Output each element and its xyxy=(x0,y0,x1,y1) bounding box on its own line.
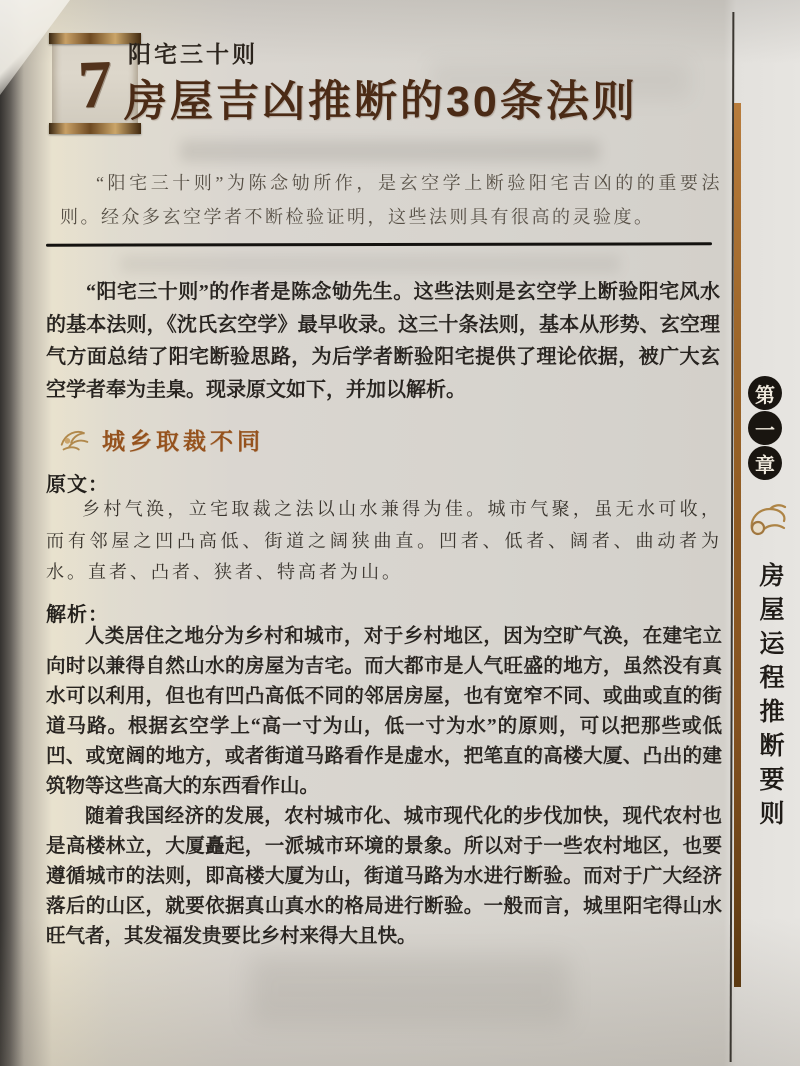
analysis-paragraph: 随着我国经济的发展，农村城市化、城市现代化的步伐加快，现代农村也是高楼林立，大厦矗起，一派城市环境的景象。所以对于一些农村地区，也要遵循城市的法则，即高楼大厦为山，街道马路为水进行断验。而对于广大经济落后的山区，就要依据真山真水的格局进行断验。一般而言，城里阳宅得山水旺气者，其发福发贵要比乡村来得大且快。 xyxy=(46,806,722,947)
margin-accent-bar xyxy=(734,103,741,987)
original-text: 乡村气涣，立宅取裁之法以山水兼得为佳。城市气聚，虽无水可收，而有邻屋之凹凸高低、街道之阔狭曲直。凹者、低者、阔者、曲动者为水。直者、凸者、狭者、特高者为山。 xyxy=(46,499,722,582)
page-title: 房屋吉凶推断的30条法则 xyxy=(124,78,638,126)
section-heading xyxy=(56,420,264,458)
chapter-marker xyxy=(748,376,782,480)
analysis-label: 解析： xyxy=(46,604,109,626)
bleed-through-artifact xyxy=(180,140,600,162)
original-text-label: 原文： xyxy=(46,474,109,496)
chapter-number: 7 xyxy=(76,45,114,123)
section-heading-text: 城乡取裁不同 xyxy=(102,427,264,454)
dragon-flourish-icon xyxy=(744,495,790,547)
intro-paragraph: “阳宅三十则”为陈念劬所作，是玄空学上断验阳宅吉凶的的重要法则。经众多玄空学者不断检验证明，这些法则具有很高的灵验度。 xyxy=(60,173,722,227)
series-title: 阳宅三十则 xyxy=(128,41,258,67)
horizontal-divider xyxy=(46,242,712,246)
chapter-marker-char: 第 xyxy=(748,376,782,410)
sidebar-chapter-title: 房屋运程推断要则 xyxy=(756,562,784,834)
bleed-through-artifact xyxy=(120,255,620,273)
analysis-body xyxy=(46,622,722,952)
chapter-sidebar xyxy=(742,0,800,1066)
scan-shadow-artifact xyxy=(250,955,570,1025)
chapter-marker-char: 一 xyxy=(748,411,782,445)
dragon-flourish-icon xyxy=(56,420,94,458)
chapter-marker-char: 章 xyxy=(748,446,782,480)
lead-paragraph: “阳宅三十则”的作者是陈念劬先生。这些法则是玄空学上断验阳宅风水的基本法则，《沈氏玄空学》最早收录。这三十条法则，基本从形势、玄空理气方面总结了阳宅断验思路，为后学者断验阳宅提供了理论依据，被广大玄空学者奉为圭臬。现录原文如下，并加以解析。 xyxy=(46,281,720,401)
analysis-paragraph: 人类居住之地分为乡村和城市，对于乡村地区，因为空旷气涣，在建宅立向时以兼得自然山水的房屋为吉宅。而大都市是人气旺盛的地方，虽然没有真水可以利用，但也有凹凸高低不同的邻居房屋，也有宽窄不同、或曲或直的街道马路。根据玄空学上“高一寸为山，低一寸为水”的原则，可以把那些或低凹、或宽阔的地方，或者街道马路看作是虚水，把笔直的高楼大厦、凸出的建筑物等这些高大的东西看作山。 xyxy=(46,626,722,797)
